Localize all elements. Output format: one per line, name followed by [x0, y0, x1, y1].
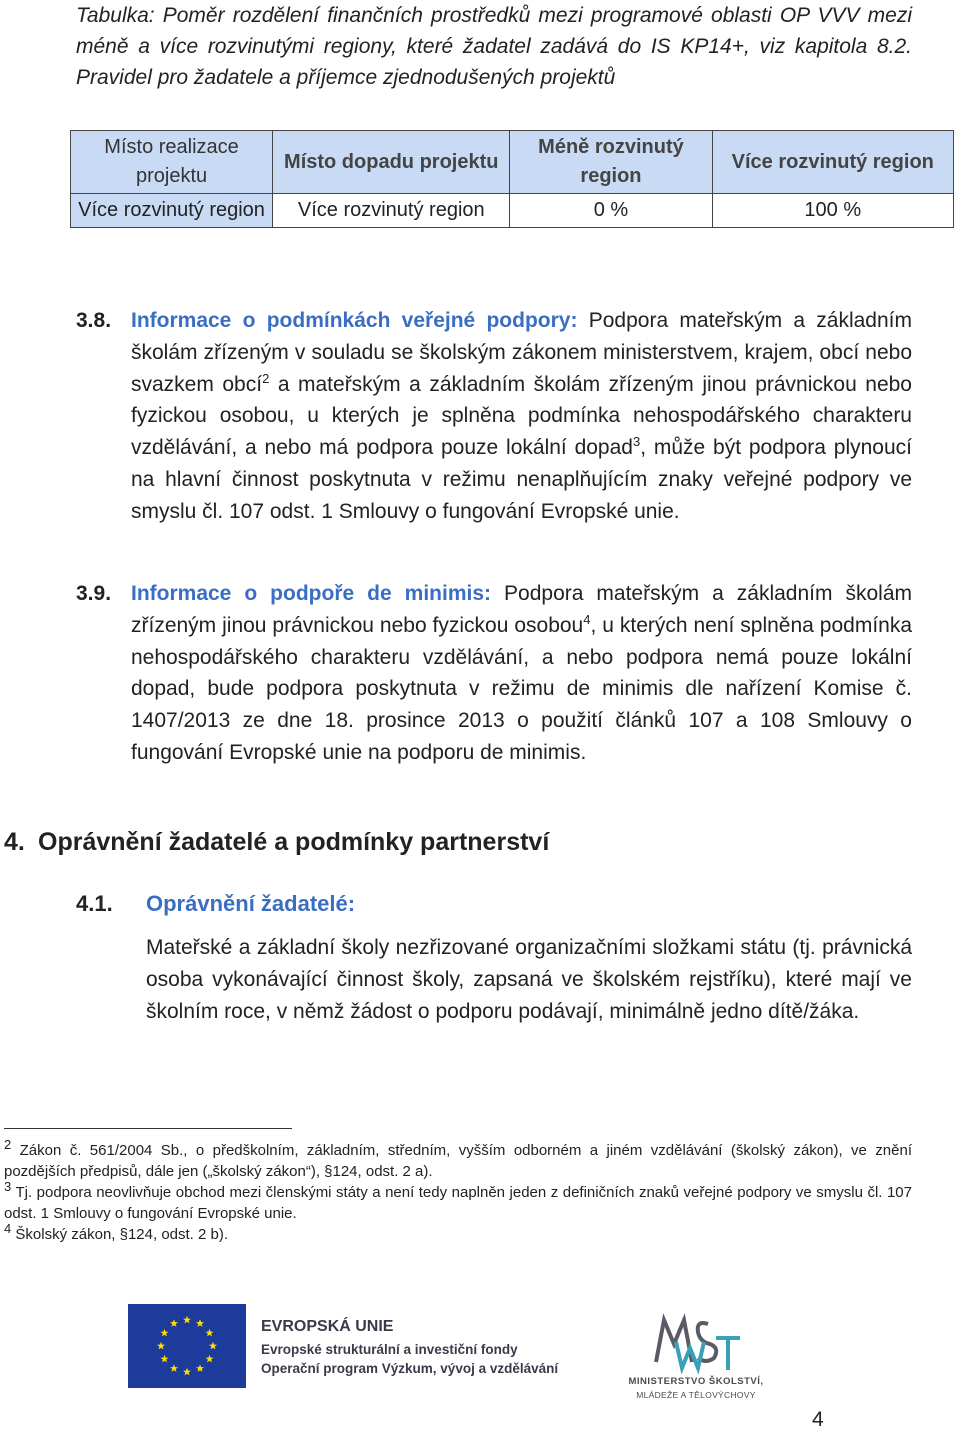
- footnote-ref-4: 4: [583, 611, 591, 627]
- eu-label: EVROPSKÁ UNIE: [261, 1318, 394, 1335]
- msmt-logo-icon: [616, 1312, 776, 1374]
- section-3-8-body-a: Podpora mateřským a základním školám zřízeným v souladu se školským zákonem ministerstvem, krajem, obcí nebo svazkem obcí: [131, 309, 912, 396]
- msmt-label-2: MLÁDEŽE A TĚLOVÝCHOVY: [636, 1390, 756, 1400]
- chapter-4-number: 4.: [4, 828, 25, 856]
- eu-star: [206, 1329, 214, 1337]
- eu-star: [157, 1342, 165, 1350]
- section-3-8-text: [131, 305, 912, 528]
- region-ratio-table: [70, 130, 954, 228]
- eu-flag-icon: [128, 1304, 246, 1388]
- section-4-1-number: 4.1.: [76, 891, 113, 916]
- footnote-mark-2: 2: [4, 1137, 12, 1152]
- eu-star: [183, 1368, 191, 1376]
- eu-star: [160, 1329, 168, 1337]
- op-vvv-label: Operační program Výzkum, vývoj a vzdělávání: [261, 1361, 559, 1376]
- eu-stars-icon: [128, 1304, 246, 1388]
- eu-star: [206, 1355, 214, 1363]
- footnote-4-text: Školský zákon, §124, odst. 2 b).: [15, 1226, 229, 1243]
- footnote-ref-3: 3: [632, 434, 641, 450]
- table-header-more-developed: Více rozvinutý region: [712, 131, 953, 194]
- eu-star: [196, 1319, 204, 1327]
- logo-bar: [128, 1304, 778, 1404]
- footnote-2: [4, 1137, 912, 1182]
- eu-star: [160, 1355, 168, 1363]
- table-cell-less-developed: 0 %: [510, 194, 712, 228]
- section-3-9-title: Informace o podpoře de minimis:: [131, 582, 492, 605]
- section-3-9-body-b: , u kterých není splněna podmínka nehospodářského charakteru vzdělávání, a nebo podpora nemá pouze lokální dopad, bude podpora poskytnuta v režimu de minimis dle nařízení Komise č. 1407/2013 ze dne 18. prosince 2013 o použití článků 107 a 108 Smlouvy o fungování Evropské unie na podporu de minimis.: [131, 613, 913, 764]
- chapter-4-title: Oprávnění žadatelé a podmínky partnerství: [38, 828, 550, 856]
- chapter-4-heading: [4, 828, 549, 857]
- eu-star: [170, 1319, 178, 1327]
- footnote-mark-3: 3: [4, 1179, 12, 1194]
- footnote-mark-4: 4: [4, 1221, 12, 1236]
- table-cell-impact: Více rozvinutý region: [273, 194, 510, 228]
- section-3-8-body-c: , může být podpora plynoucí na hlavní činnost poskytnuta v režimu nenaplňujícím znaky veřejné podpory ve smyslu čl. 107 odst. 1 Smlouvy o fungování Evropské unie.: [131, 436, 912, 523]
- table-caption: Tabulka: Poměr rozdělení finančních prostředků mezi programové oblasti OP VVV mezi méně a více rozvinutými regiony, které žadatel zadává do IS KP14+, viz kapitola 8.2. Pravidel pro žadatele a příjemce zjednodušených projektů: [76, 4, 912, 89]
- eu-star: [196, 1364, 204, 1372]
- esif-label: Evropské strukturální a investiční fondy: [261, 1342, 518, 1357]
- footnote-4: [4, 1221, 912, 1245]
- table-header-realization: Místo realizace projektu: [71, 131, 273, 194]
- table-cell-realization: Více rozvinutý region: [71, 194, 273, 228]
- section-4-1-title: Oprávnění žadatelé:: [146, 891, 356, 916]
- page-number: 4: [812, 1408, 824, 1431]
- footnote-ref-2: 2: [262, 370, 270, 386]
- table-header-less-developed: Méně rozvinutý region: [510, 131, 712, 194]
- section-3-9-text: [131, 578, 912, 769]
- footnote-3: [4, 1179, 912, 1224]
- msmt-label-1: MINISTERSTVO ŠKOLSTVÍ,: [628, 1376, 764, 1387]
- footnote-2-text: Zákon č. 561/2004 Sb., o předškolním, základním, středním, vyšším odborném a jiném vzdělávání (školský zákon), ve znění pozdějších předpisů, dále jen („školský zákon“), §124, odst. 2 a).: [4, 1142, 912, 1180]
- msmt-logo: [616, 1312, 776, 1400]
- section-3-9-body-a: Podpora mateřským a základním školám zřízeným jinou právnickou nebo fyzickou osobou: [131, 582, 912, 637]
- table-header-impact: Místo dopadu projektu: [273, 131, 510, 194]
- eu-star: [170, 1364, 178, 1372]
- section-3-8-title: Informace o podmínkách veřejné podpory:: [131, 309, 578, 332]
- table-cell-more-developed: 100 %: [712, 194, 953, 228]
- section-3-9-number: 3.9.: [76, 582, 112, 605]
- footnote-3-text: Tj. podpora neovlivňuje obchod mezi členskými státy a není tedy naplněn jeden z definičních znaků veřejné podpory ve smyslu čl. 107 odst. 1 Smlouvy o fungování Evropské unie.: [4, 1184, 912, 1222]
- section-4-1-body: Mateřské a základní školy nezřizované organizačními složkami státu (tj. právnická osoba vykonávající činnost školy, zapsaná ve školském rejstříku), které mají ve školním roce, v němž žádost o podporu podávají, minimálně jedno dítě/žáka.: [146, 936, 912, 1023]
- eu-star: [209, 1342, 217, 1350]
- section-3-8-body-b: a mateřským a základním školám zřízeným jinou právnickou nebo fyzickou osobou, u kterých je splněna podmínka nehospodářského charakteru vzdělávání, a nebo má podpora pouze lokální dopad: [131, 372, 912, 460]
- footnote-separator: [4, 1128, 292, 1129]
- section-3-8-number: 3.8.: [76, 309, 112, 332]
- eu-star: [183, 1316, 191, 1324]
